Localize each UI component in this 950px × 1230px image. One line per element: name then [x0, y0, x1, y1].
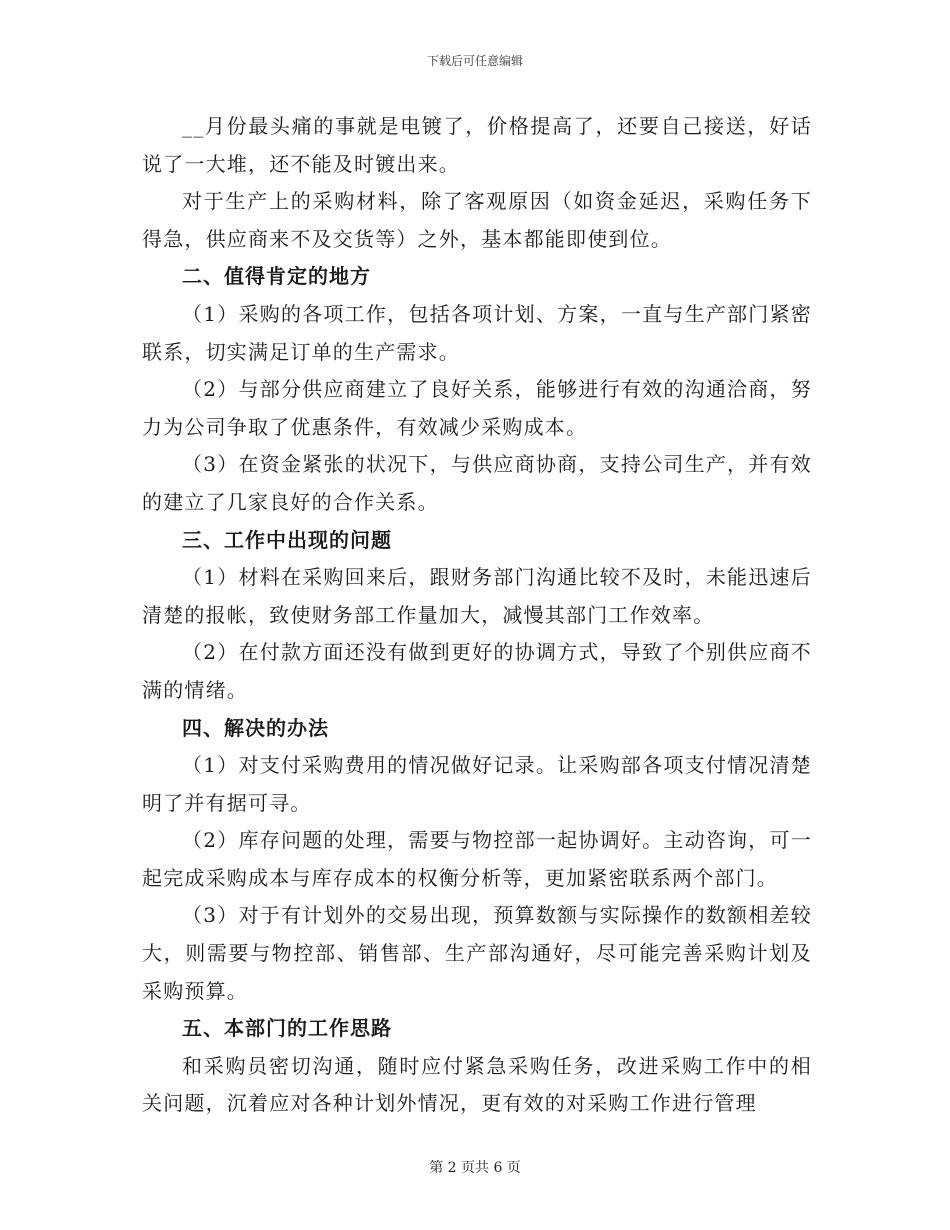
- section-heading-strengths: 二、值得肯定的地方: [182, 264, 371, 289]
- paragraph-strength-2: （2）与部分供应商建立了良好关系，能够进行有效的沟通洽商，努力为公司争取了优惠条件，有效减少采购成本。: [142, 377, 812, 439]
- paragraph-electroplating: __月份最头痛的事就是电镀了，价格提高了，还要自己接送，好话说了一大堆，还不能及时镀出来。: [142, 114, 812, 176]
- paragraph-strength-3: （3）在资金紧张的状况下，与供应商协商，支持公司生产，并有效的建立了几家良好的合作关系。: [142, 452, 812, 514]
- section-heading-approach: 五、本部门的工作思路: [182, 1016, 392, 1041]
- paragraph-strength-1: （1）采购的各项工作，包括各项计划、方案，一直与生产部门紧密联系，切实满足订单的生产需求。: [142, 301, 812, 364]
- paragraph-solution-1: （1）对支付采购费用的情况做好记录。让采购部各项支付情况清楚明了并有据可寻。: [142, 753, 812, 815]
- paragraph-materials: 对于生产上的采购材料，除了客观原因（如资金延迟，采购任务下得急，供应商来不及交货等）之外，基本都能即使到位。: [142, 189, 812, 251]
- paragraph-solution-3: （3）对于有计划外的交易出现，预算数额与实际操作的数额相差较大，则需要与物控部、销售部、生产部沟通好，尽可能完善采购计划及采购预算。: [142, 903, 812, 1003]
- paragraph-problem-1: （1）材料在采购回来后，跟财务部门沟通比较不及时，未能迅速后清楚的报帐，致使财务部工作量加大，减慢其部门工作效率。: [142, 565, 812, 627]
- header-note: 下载后可任意编辑: [426, 54, 523, 68]
- page-number: 第 2 页共 6 页: [429, 1160, 521, 1176]
- section-heading-solutions: 四、解决的办法: [182, 715, 329, 740]
- section-heading-problems: 三、工作中出现的问题: [182, 527, 392, 552]
- document-body: [142, 108, 812, 1123]
- paragraph-solution-2: （2）库存问题的处理，需要与物控部一起协调好。主动咨询，可一起完成采购成本与库存成本的权衡分析等，更加紧密联系两个部门。: [142, 828, 812, 890]
- paragraph-approach: 和采购员密切沟通，随时应付紧急采购任务，改进采购工作中的相关问题，沉着应对各种计划外情况，更有效的对采购工作进行管理: [142, 1053, 812, 1116]
- paragraph-problem-2: （2）在付款方面还没有做到更好的协调方式，导致了个别供应商不满的情绪。: [142, 640, 812, 702]
